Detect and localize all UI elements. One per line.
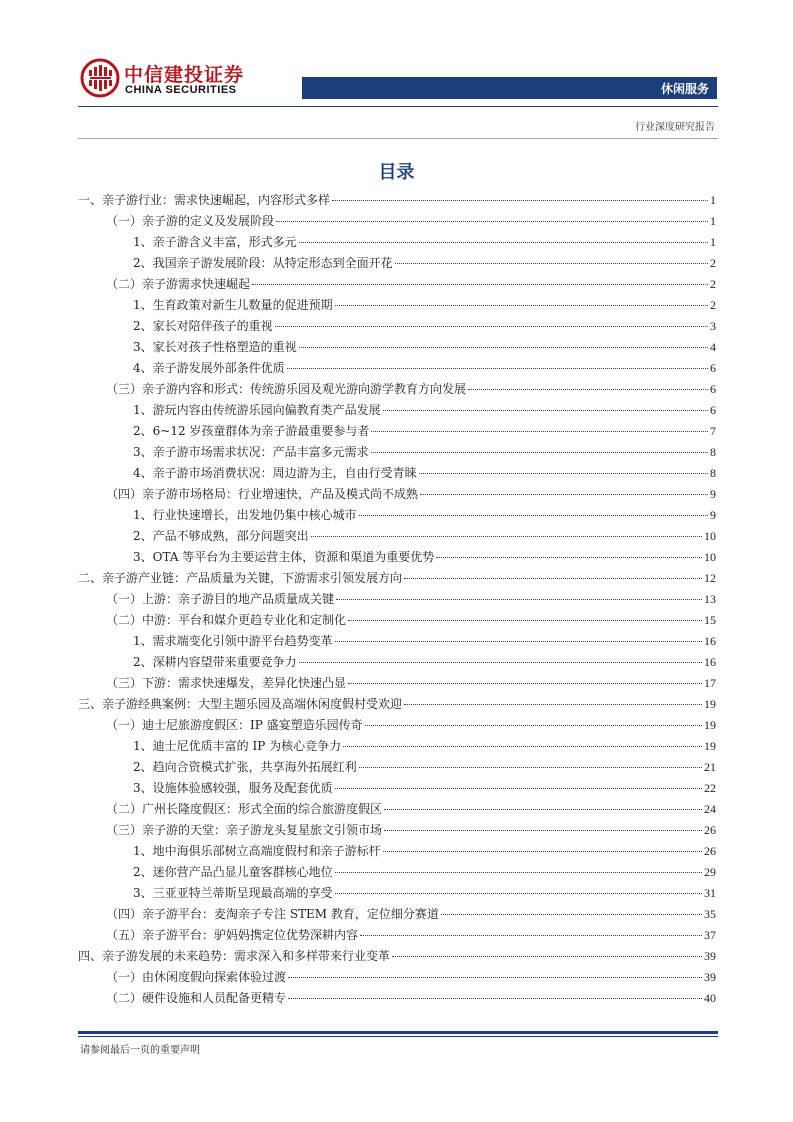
toc-dot-leader bbox=[365, 725, 702, 726]
toc-entry[interactable] bbox=[78, 547, 716, 568]
toc-entry-title: 2、我国亲子游发展阶段：从特定形态到全面开花 bbox=[133, 256, 393, 270]
toc-dot-leader bbox=[299, 662, 702, 663]
toc-entry-page: 19 bbox=[704, 739, 716, 753]
footer-divider bbox=[78, 1031, 718, 1034]
toc-entry-page: 21 bbox=[704, 760, 716, 774]
toc-dot-leader bbox=[419, 473, 708, 474]
toc-dot-leader bbox=[252, 284, 708, 285]
toc-entry-page: 2 bbox=[710, 298, 716, 312]
toc-entry-page: 9 bbox=[710, 487, 716, 501]
toc-entry-page: 22 bbox=[704, 781, 716, 795]
toc-entry-title: 1、生育政策对新生儿数量的促进预期 bbox=[133, 298, 333, 312]
toc-entry[interactable] bbox=[78, 862, 716, 883]
toc-entry-title: 1、迪士尼优质丰富的 IP 为核心竞争力 bbox=[133, 739, 342, 753]
header-divider-secondary bbox=[78, 138, 718, 139]
toc-dot-leader bbox=[311, 536, 702, 537]
toc-entry[interactable] bbox=[78, 799, 716, 820]
logo-english-name: CHINA SECURITIES bbox=[125, 84, 237, 96]
toc-entry[interactable] bbox=[78, 421, 716, 442]
logo-chinese-name: 中信建投证券 bbox=[124, 64, 245, 86]
toc-entry-title: 1、需求端变化引领中游平台趋势变革 bbox=[133, 634, 333, 648]
toc-entry-page: 6 bbox=[710, 382, 716, 396]
toc-dot-leader bbox=[468, 389, 708, 390]
toc-entry-page: 8 bbox=[710, 466, 716, 480]
toc-entry-title: 一、亲子游行业：需求快速崛起，内容形式多样 bbox=[78, 193, 331, 207]
toc-entry-page: 1 bbox=[710, 214, 716, 228]
toc-entry-page: 3 bbox=[710, 319, 716, 333]
toc-entry-title: 2、产品不够成熟，部分问题突出 bbox=[133, 529, 309, 543]
toc-entry-page: 16 bbox=[704, 634, 716, 648]
toc-dot-leader bbox=[383, 851, 702, 852]
toc-dot-leader bbox=[288, 977, 702, 978]
toc-dot-leader bbox=[335, 641, 702, 642]
toc-entry[interactable] bbox=[78, 673, 716, 694]
toc-entry-title: （一）迪士尼旅游度假区：IP 盛宴塑造乐园传奇 bbox=[106, 718, 363, 732]
toc-entry-page: 6 bbox=[710, 361, 716, 375]
toc-dot-leader bbox=[336, 599, 702, 600]
toc-entry[interactable] bbox=[78, 715, 716, 736]
toc-dot-leader bbox=[395, 263, 708, 264]
toc-entry[interactable] bbox=[78, 610, 716, 631]
toc-entry-page: 24 bbox=[704, 802, 716, 816]
toc-dot-leader bbox=[404, 578, 702, 579]
toc-dot-leader bbox=[335, 872, 702, 873]
toc-entry-title: 2、深耕内容望带来重要竞争力 bbox=[133, 655, 297, 669]
toc-entry[interactable] bbox=[78, 442, 716, 463]
toc-entry[interactable] bbox=[78, 232, 716, 253]
toc-title: 目录 bbox=[378, 162, 415, 183]
toc-entry[interactable] bbox=[78, 778, 716, 799]
toc-entry-title: （一）亲子游的定义及发展阶段 bbox=[106, 214, 275, 228]
toc-entry-page: 1 bbox=[710, 193, 716, 207]
toc-entry[interactable] bbox=[78, 211, 716, 232]
toc-entry-page: 10 bbox=[704, 529, 716, 543]
toc-entry-page: 17 bbox=[704, 676, 716, 690]
toc-entry-page: 10 bbox=[704, 550, 716, 564]
toc-entry-title: 三、亲子游经典案例：大型主题乐园及高端休闲度假村受欢迎 bbox=[78, 697, 403, 711]
toc-dot-leader bbox=[288, 998, 702, 999]
toc-entry[interactable] bbox=[78, 694, 716, 715]
toc-entry-title: （一）上游：亲子游目的地产品质量成关键 bbox=[106, 592, 335, 606]
toc-entry-page: 13 bbox=[704, 592, 716, 606]
toc-entry-page: 40 bbox=[704, 991, 716, 1005]
toc-entry-page: 12 bbox=[704, 571, 716, 585]
toc-entry[interactable] bbox=[78, 652, 716, 673]
toc-entry-title: （三）亲子游的天堂：亲子游龙头复星旅文引领市场 bbox=[106, 823, 383, 837]
toc-entry[interactable] bbox=[78, 337, 716, 358]
toc-entry[interactable] bbox=[78, 379, 716, 400]
toc-entry[interactable] bbox=[78, 967, 716, 988]
toc-entry-page: 31 bbox=[704, 886, 716, 900]
toc-entry-title: （二）亲子游需求快速崛起 bbox=[106, 277, 251, 291]
toc-dot-leader bbox=[348, 620, 702, 621]
toc-dot-leader bbox=[343, 746, 702, 747]
toc-entry-title: 1、亲子游含义丰富，形式多元 bbox=[133, 235, 297, 249]
toc-dot-leader bbox=[335, 305, 708, 306]
toc-entry[interactable] bbox=[78, 526, 716, 547]
toc-dot-leader bbox=[371, 431, 708, 432]
toc-entry[interactable] bbox=[78, 505, 716, 526]
toc-entry-page: 16 bbox=[704, 655, 716, 669]
header-bar bbox=[302, 77, 717, 99]
toc-dot-leader bbox=[420, 494, 708, 495]
toc-entry[interactable] bbox=[78, 925, 716, 946]
toc-dot-leader bbox=[276, 221, 708, 222]
toc-entry[interactable] bbox=[78, 400, 716, 421]
toc-entry-title: 2、家长对陪伴孩子的重视 bbox=[133, 319, 273, 333]
toc-entry[interactable] bbox=[78, 988, 716, 1009]
toc-entry-title: （五）亲子游平台：驴妈妈携定位优势深耕内容 bbox=[106, 928, 359, 942]
toc-dot-leader bbox=[359, 767, 702, 768]
report-type: 行业深度研究报告 bbox=[635, 122, 715, 133]
toc-entry[interactable] bbox=[78, 274, 716, 295]
toc-entry-title: 3、三亚亚特兰蒂斯呈现最高端的享受 bbox=[133, 886, 333, 900]
toc-entry-title: （四）亲子游市场格局：行业增速快，产品及模式尚不成熟 bbox=[106, 487, 419, 501]
toc-entry[interactable] bbox=[78, 736, 716, 757]
toc-entry-page: 26 bbox=[704, 823, 716, 837]
toc-dot-leader bbox=[299, 242, 708, 243]
toc-entry-page: 7 bbox=[710, 424, 716, 438]
toc-dot-leader bbox=[335, 893, 702, 894]
toc-entry[interactable] bbox=[78, 568, 716, 589]
footer-divider-thin bbox=[78, 1036, 718, 1037]
toc-entry-page: 26 bbox=[704, 844, 716, 858]
toc-entry[interactable] bbox=[78, 190, 716, 211]
toc-dot-leader bbox=[383, 410, 708, 411]
toc-entry-title: 3、家长对孩子性格塑造的重视 bbox=[133, 340, 297, 354]
toc-entry-title: 2、趋向合资模式扩张，共享海外拓展红利 bbox=[133, 760, 357, 774]
toc-entry-title: 4、亲子游发展外部条件优质 bbox=[133, 361, 285, 375]
toc-entry-page: 2 bbox=[710, 277, 716, 291]
toc-entry-title: （二）硬件设施和人员配备更精专 bbox=[106, 991, 287, 1005]
toc-entry-page: 4 bbox=[710, 340, 716, 354]
toc-entry[interactable] bbox=[78, 316, 716, 337]
toc-entry-title: 3、亲子游市场需求状况：产品丰富多元需求 bbox=[133, 445, 369, 459]
toc-dot-leader bbox=[335, 788, 702, 789]
toc-entry-page: 15 bbox=[704, 613, 716, 627]
toc-entry-title: 4、亲子游市场消费状况：周边游为主，自由行受青睐 bbox=[133, 466, 417, 480]
toc-dot-leader bbox=[441, 914, 702, 915]
company-logo bbox=[80, 58, 250, 100]
toc-entry-page: 37 bbox=[704, 928, 716, 942]
toc-entry-title: 3、设施体验感较强，服务及配套优质 bbox=[133, 781, 333, 795]
table-of-contents bbox=[78, 190, 716, 1009]
toc-entry-page: 2 bbox=[710, 256, 716, 270]
toc-entry-page: 39 bbox=[704, 949, 716, 963]
toc-dot-leader bbox=[287, 368, 708, 369]
toc-entry-page: 19 bbox=[704, 718, 716, 732]
toc-entry[interactable] bbox=[78, 883, 716, 904]
toc-entry-page: 6 bbox=[710, 403, 716, 417]
toc-dot-leader bbox=[392, 956, 702, 957]
toc-dot-leader bbox=[436, 557, 702, 558]
toc-entry-title: 2、6~12 岁孩童群体为亲子游最重要参与者 bbox=[133, 424, 370, 438]
header-divider bbox=[78, 106, 718, 107]
toc-entry[interactable] bbox=[78, 484, 716, 505]
toc-entry-page: 19 bbox=[704, 697, 716, 711]
toc-entry-page: 35 bbox=[704, 907, 716, 921]
toc-dot-leader bbox=[384, 830, 702, 831]
toc-entry-title: （二）中游：平台和媒介更趋专业化和定制化 bbox=[106, 613, 347, 627]
toc-entry-page: 8 bbox=[710, 445, 716, 459]
toc-dot-leader bbox=[275, 326, 708, 327]
toc-entry[interactable] bbox=[78, 946, 716, 967]
toc-dot-leader bbox=[299, 347, 708, 348]
toc-entry[interactable] bbox=[78, 463, 716, 484]
toc-entry[interactable] bbox=[78, 358, 716, 379]
toc-entry-title: 3、OTA 等平台为主要运营主体，资源和渠道为重要优势 bbox=[133, 550, 435, 564]
toc-entry[interactable] bbox=[78, 757, 716, 778]
toc-entry-title: （三）亲子游内容和形式：传统游乐园及观光游向游学教育方向发展 bbox=[106, 382, 467, 396]
toc-entry-title: （二）广州长隆度假区：形式全面的综合旅游度假区 bbox=[106, 802, 383, 816]
toc-entry-title: 二、亲子游产业链：产品质量为关键，下游需求引领发展方向 bbox=[78, 571, 403, 585]
toc-dot-leader bbox=[404, 704, 702, 705]
footer-disclaimer: 请参阅最后一页的重要声明 bbox=[80, 1045, 200, 1056]
toc-dot-leader bbox=[371, 452, 708, 453]
toc-entry-title: 四、亲子游发展的未来趋势：需求深入和多样带来行业变革 bbox=[78, 949, 391, 963]
section-label: 休闲服务 bbox=[660, 82, 709, 96]
toc-entry[interactable] bbox=[78, 589, 716, 610]
toc-dot-leader bbox=[332, 200, 708, 201]
toc-entry-title: 1、游玩内容由传统游乐园向偏教育类产品发展 bbox=[133, 403, 381, 417]
toc-entry-page: 1 bbox=[710, 235, 716, 249]
toc-entry[interactable] bbox=[78, 904, 716, 925]
toc-entry-page: 9 bbox=[710, 508, 716, 522]
toc-entry-title: （四）亲子游平台：麦淘亲子专注 STEM 教育，定位细分赛道 bbox=[106, 907, 439, 921]
toc-entry[interactable] bbox=[78, 253, 716, 274]
toc-entry-page: 29 bbox=[704, 865, 716, 879]
toc-entry-title: 1、地中海俱乐部树立高端度假村和亲子游标杆 bbox=[133, 844, 381, 858]
toc-entry-title: 1、行业快速增长，出发地仍集中核心城市 bbox=[133, 508, 357, 522]
toc-entry[interactable] bbox=[78, 820, 716, 841]
toc-entry[interactable] bbox=[78, 631, 716, 652]
toc-dot-leader bbox=[359, 515, 708, 516]
toc-dot-leader bbox=[360, 935, 702, 936]
toc-entry-page: 39 bbox=[704, 970, 716, 984]
toc-entry[interactable] bbox=[78, 841, 716, 862]
toc-entry-title: 2、迷你营产品凸显儿童客群核心地位 bbox=[133, 865, 333, 879]
toc-dot-leader bbox=[384, 809, 702, 810]
toc-entry[interactable] bbox=[78, 295, 716, 316]
toc-entry-title: （一）由休闲度假向探索体验过渡 bbox=[106, 970, 287, 984]
toc-entry-title: （三）下游：需求快速爆发，差异化快速凸显 bbox=[106, 676, 347, 690]
china-securities-logo-icon bbox=[80, 58, 120, 98]
toc-dot-leader bbox=[348, 683, 702, 684]
